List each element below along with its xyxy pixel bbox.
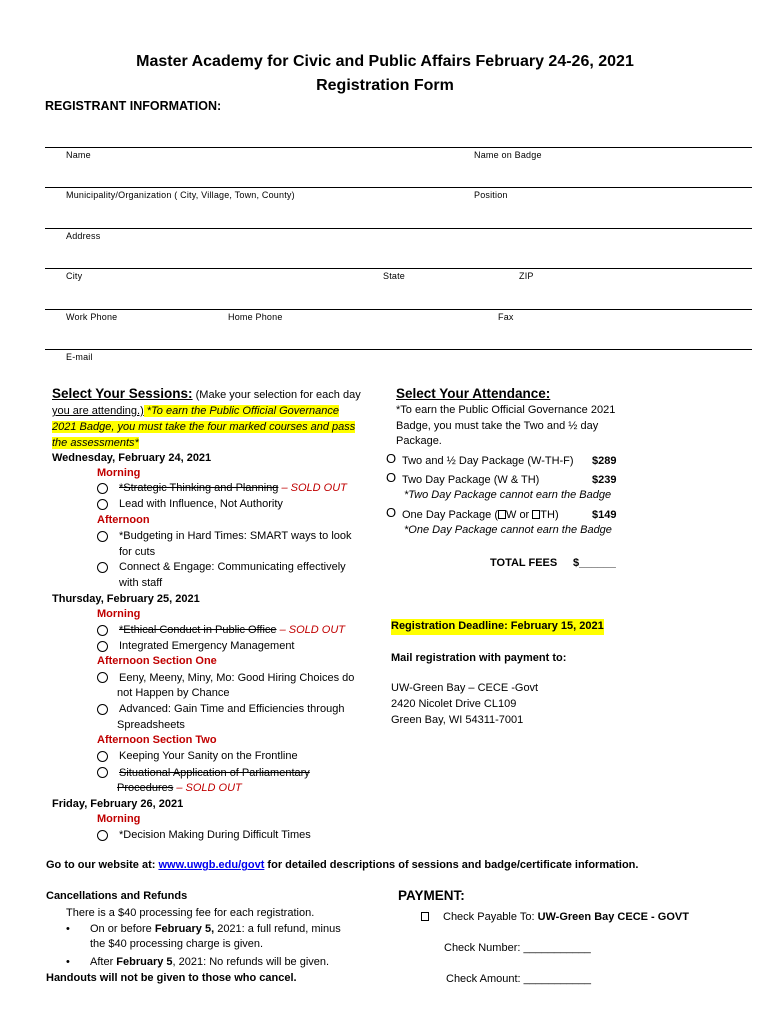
session-radio-lead-with-influence[interactable] [97, 499, 108, 510]
attendance-note-2: Badge, you must take the Two and ½ day [396, 420, 599, 432]
website-line [46, 858, 638, 874]
cancellation-heading: Cancellations and Refunds [46, 890, 188, 902]
work-phone-label: Work Phone [66, 312, 118, 322]
registrant-heading: REGISTRANT INFORMATION: [45, 99, 222, 113]
attendance-heading: Select Your Attendance: [396, 386, 551, 401]
session-lead-with-influence: Lead with Influence, Not Authority [119, 498, 283, 510]
website-suffix: for detailed descriptions of sessions and badge/certificate information. [264, 859, 639, 871]
session-hiring-choices-line1: Eeny, Meeny, Miny, Mo: Good Hiring Choices do [119, 672, 355, 684]
sold-out-note: – SOLD OUT [173, 782, 242, 794]
check-number-field[interactable]: Check Number: ___________ [444, 942, 591, 954]
session-parliamentary-label: Procedures [117, 782, 174, 794]
package-radio-one-day[interactable]: O [386, 505, 397, 520]
package-one-day-text: One Day Package ( [402, 509, 498, 521]
payment-heading: PAYMENT: [398, 888, 465, 903]
wednesday-morning: Morning [97, 467, 141, 479]
session-radio-parliamentary[interactable] [97, 767, 108, 778]
cancellation-fee-note: There is a $40 processing fee for each registration. [66, 907, 315, 919]
form-title: Master Academy for Civic and Public Affairs February 24-26, 2021 [136, 53, 634, 70]
position-label: Position [474, 190, 508, 200]
email-line[interactable] [45, 349, 752, 350]
thursday-afternoon-section-two: Afternoon Section Two [97, 734, 217, 746]
session-decision-making: *Decision Making During Difficult Times [119, 829, 311, 841]
home-phone-label: Home Phone [228, 312, 283, 322]
package-one-day-thursday: TH) [540, 509, 559, 521]
handouts-note: Handouts will not be given to those who cancel. [46, 972, 297, 984]
address-label: Address [66, 231, 101, 241]
mail-address-line1: UW-Green Bay – CECE -Govt [391, 682, 539, 694]
check-payable-label: Check Payable To: [443, 911, 538, 923]
form-subtitle: Registration Form [316, 77, 454, 94]
friday-date: Friday, February 26, 2021 [52, 798, 184, 810]
name-label: Name [66, 150, 91, 160]
phone-line[interactable] [45, 309, 752, 310]
session-radio-ethical-conduct[interactable] [97, 625, 108, 636]
sold-out-note: – SOLD OUT [276, 624, 346, 636]
thursday-morning: Morning [97, 608, 141, 620]
session-parliamentary-line1: Situational Application of Parliamentary [119, 767, 310, 779]
session-radio-spreadsheets[interactable] [97, 704, 108, 715]
refund-before-post: 2021: a full refund, minus [214, 923, 341, 935]
city-label: City [66, 271, 83, 281]
check-payable-checkbox[interactable] [421, 912, 429, 921]
email-label: E-mail [66, 352, 93, 362]
sessions-intro-text: (Make your selection for each day [192, 389, 361, 401]
session-budgeting-line2: for cuts [119, 546, 156, 558]
attendance-note-3: Package. [396, 435, 442, 447]
refund-after-pre: After [90, 956, 117, 968]
sold-out-note: – SOLD OUT [278, 482, 347, 494]
refund-after-post: , 2021: No refunds will be given. [172, 956, 330, 968]
state-label: State [383, 271, 406, 281]
session-radio-decision-making[interactable] [97, 830, 108, 841]
session-radio-strategic-thinking[interactable] [97, 483, 108, 494]
package-radio-two-day[interactable]: O [386, 470, 397, 485]
check-payable-line [443, 910, 689, 926]
friday-morning: Morning [97, 813, 141, 825]
session-radio-emergency-management[interactable] [97, 641, 108, 652]
session-connect-engage-line2: with staff [119, 577, 163, 589]
sessions-heading: Select Your Sessions: [52, 386, 193, 401]
sessions-intro-line2: you are attending.) [52, 405, 144, 417]
package-two-day-price: $239 [592, 474, 617, 486]
session-emergency-management: Integrated Emergency Management [119, 640, 295, 652]
session-radio-hiring-choices[interactable] [97, 672, 108, 683]
municipality-label: Municipality/Organization ( City, Village, Town, County) [66, 190, 295, 200]
wednesday-afternoon: Afternoon [97, 514, 150, 526]
cancellation-bullet-2 [66, 955, 329, 971]
check-payable-to: UW-Green Bay CECE - GOVT [537, 911, 689, 923]
badge-note-3: the assessments* [52, 437, 139, 449]
session-connect-engage-line1: Connect & Engage: Communicating effectively [119, 561, 346, 573]
session-budgeting-line1: *Budgeting in Hard Times: SMART ways to look [119, 530, 352, 542]
refund-before-pre: On or before [90, 923, 155, 935]
one-day-wednesday-checkbox[interactable] [498, 510, 506, 519]
package-one-day-wednesday: W or [506, 509, 533, 521]
package-one-day-label [402, 508, 559, 524]
city-line[interactable] [45, 268, 752, 269]
registration-deadline: Registration Deadline: February 15, 2021 [391, 619, 604, 635]
package-two-day-note: *Two Day Package cannot earn the Badge [404, 489, 612, 501]
check-amount-field[interactable]: Check Amount: ___________ [446, 973, 591, 985]
one-day-thursday-checkbox[interactable] [532, 510, 540, 519]
refund-before-date: February 5, [154, 923, 215, 935]
cancellation-bullet-1-line2: the $40 processing charge is given. [90, 938, 264, 950]
wednesday-date: Wednesday, February 24, 2021 [52, 452, 212, 464]
address-line[interactable] [45, 228, 752, 229]
badge-name-label: Name on Badge [474, 150, 542, 160]
package-radio-two-half-day[interactable]: O [386, 451, 397, 466]
total-fees-label: TOTAL FEES [490, 557, 558, 569]
zip-label: ZIP [519, 271, 534, 281]
thursday-afternoon-section-one: Afternoon Section One [97, 655, 217, 667]
session-spreadsheets-line2: Spreadsheets [117, 719, 185, 731]
session-radio-budgeting[interactable] [97, 531, 108, 542]
session-strategic-thinking [119, 481, 347, 497]
session-strategic-thinking-label: *Strategic Thinking and Planning [119, 482, 279, 494]
badge-note-2: 2021 Badge, you must take the four marked courses and pass [52, 421, 356, 433]
package-two-half-day-label: Two and ½ Day Package (W-TH-F) [402, 455, 574, 467]
fax-label: Fax [498, 312, 514, 322]
website-prefix: Go to our website at: [46, 859, 159, 871]
session-sanity-frontline: Keeping Your Sanity on the Frontline [119, 750, 298, 762]
attendance-note-1: *To earn the Public Official Governance 2021 [396, 404, 616, 416]
package-two-half-day-price: $289 [592, 455, 617, 467]
mail-heading: Mail registration with payment to: [391, 652, 567, 664]
session-radio-sanity-frontline[interactable] [97, 751, 108, 762]
refund-after-date: February 5 [116, 956, 173, 968]
mail-address-line3: Green Bay, WI 54311-7001 [391, 714, 524, 726]
thursday-date: Thursday, February 25, 2021 [52, 593, 200, 605]
session-parliamentary-line2 [117, 781, 242, 797]
package-two-day-label: Two Day Package (W & TH) [402, 474, 540, 486]
package-one-day-note: *One Day Package cannot earn the Badge [404, 524, 612, 536]
bullet-icon: • [66, 956, 70, 968]
badge-note-1: *To earn the Public Official Governance [143, 405, 339, 417]
session-spreadsheets-line1: Advanced: Gain Time and Efficiencies through [119, 703, 345, 715]
package-one-day-price: $149 [592, 509, 617, 521]
name-line[interactable] [45, 147, 752, 148]
mail-address-line2: 2420 Nicolet Drive CL109 [391, 698, 517, 710]
sessions-intro [52, 386, 372, 451]
municipality-line[interactable] [45, 187, 752, 188]
session-hiring-choices-line2: not Happen by Chance [117, 687, 230, 699]
session-ethical-conduct-label: *Ethical Conduct in Public Office [119, 624, 277, 636]
website-link[interactable]: www.uwgb.edu/govt [158, 859, 265, 871]
total-fees-value[interactable]: $______ [573, 557, 616, 569]
bullet-icon: • [66, 923, 70, 935]
cancellation-bullet-1 [66, 922, 341, 938]
session-ethical-conduct [119, 623, 345, 639]
session-radio-connect-engage[interactable] [97, 562, 108, 573]
